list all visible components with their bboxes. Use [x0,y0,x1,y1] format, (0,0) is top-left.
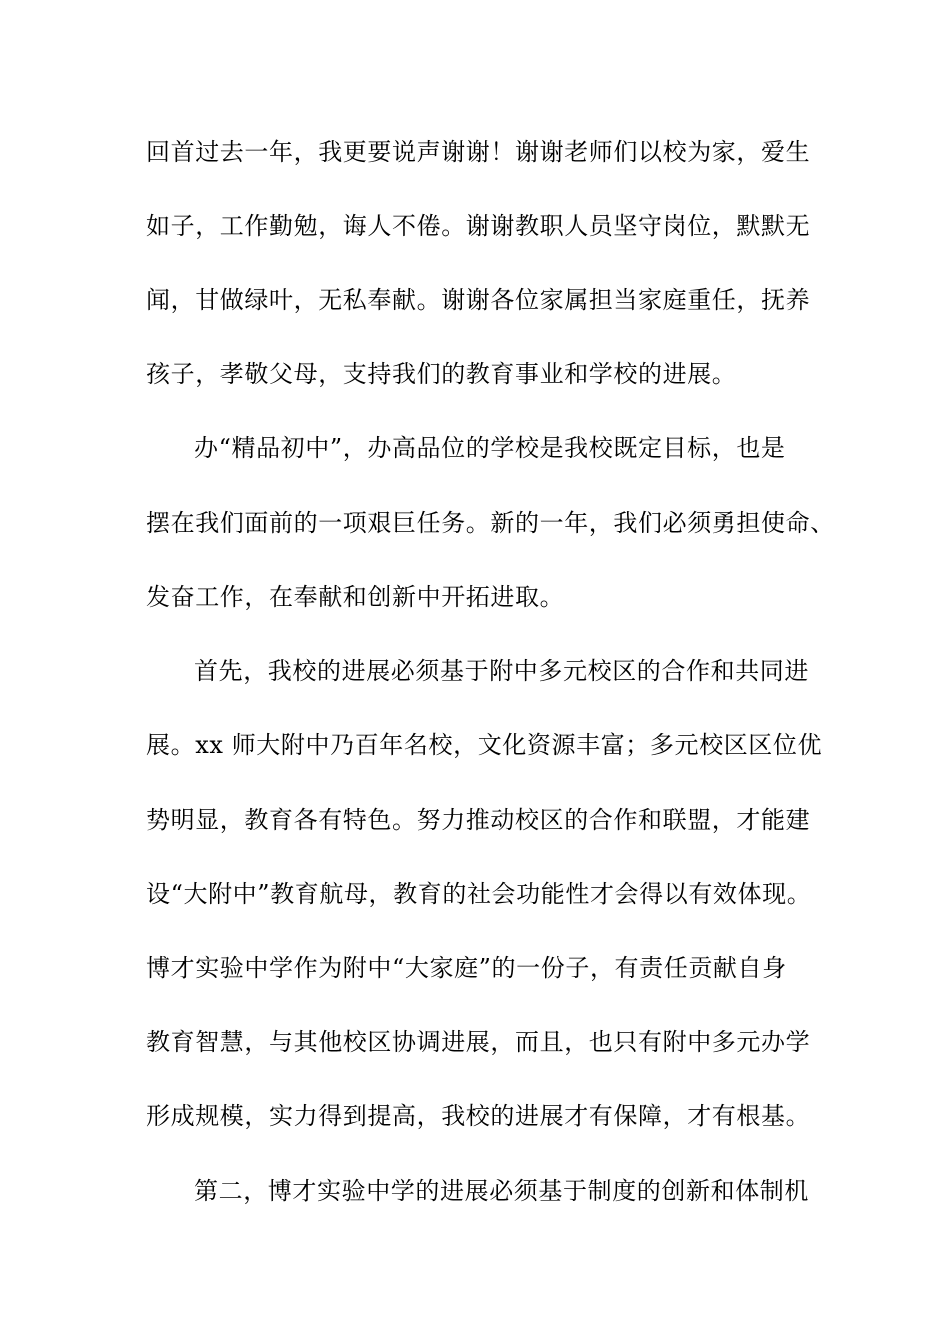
paragraph-first-line: 首先，我校的进展必须基于附中多元校区的合作和共同进 [194,657,809,685]
text-line: 孩子，孝敬父母，支持我们的教育事业和学校的进展。 [146,360,737,388]
text-line: 教育智慧，与其他校区协调进展，而且，也只有附中多元办学 [146,1028,811,1056]
text-line: 发奋工作，在奉献和创新中开拓进取。 [146,583,565,611]
text-line: 展。xx 师大附中乃百年名校，文化资源丰富；多元校区区位优 [146,731,823,759]
paragraph-first-line: 办“精品初中”，办高品位的学校是我校既定目标，也是 [194,434,786,462]
text-line: 闻，甘做绿叶，无私奉献。谢谢各位家属担当家庭重任，抚养 [146,286,811,314]
text-line: 设“大附中”教育航母，教育的社会功能性才会得以有效体现。 [146,880,812,908]
text-line: 如子，工作勤勉，诲人不倦。谢谢教职人员坚守岗位，默默无 [146,212,811,240]
text-line: 博才实验中学作为附中“大家庭”的一份子，有责任贡献自身 [146,954,787,982]
text-line: 回首过去一年，我更要说声谢谢！谢谢老师们以校为家，爱生 [146,138,811,166]
text-line: 形成规模，实力得到提高，我校的进展才有保障，才有根基。 [146,1102,811,1130]
text-line: 势明显，教育各有特色。努力推动校区的合作和联盟，才能建 [146,806,811,834]
text-line: 摆在我们面前的一项艰巨任务。新的一年，我们必须勇担使命、 [146,509,835,537]
paragraph-first-line: 第二，博才实验中学的进展必须基于制度的创新和体制机 [194,1177,809,1205]
